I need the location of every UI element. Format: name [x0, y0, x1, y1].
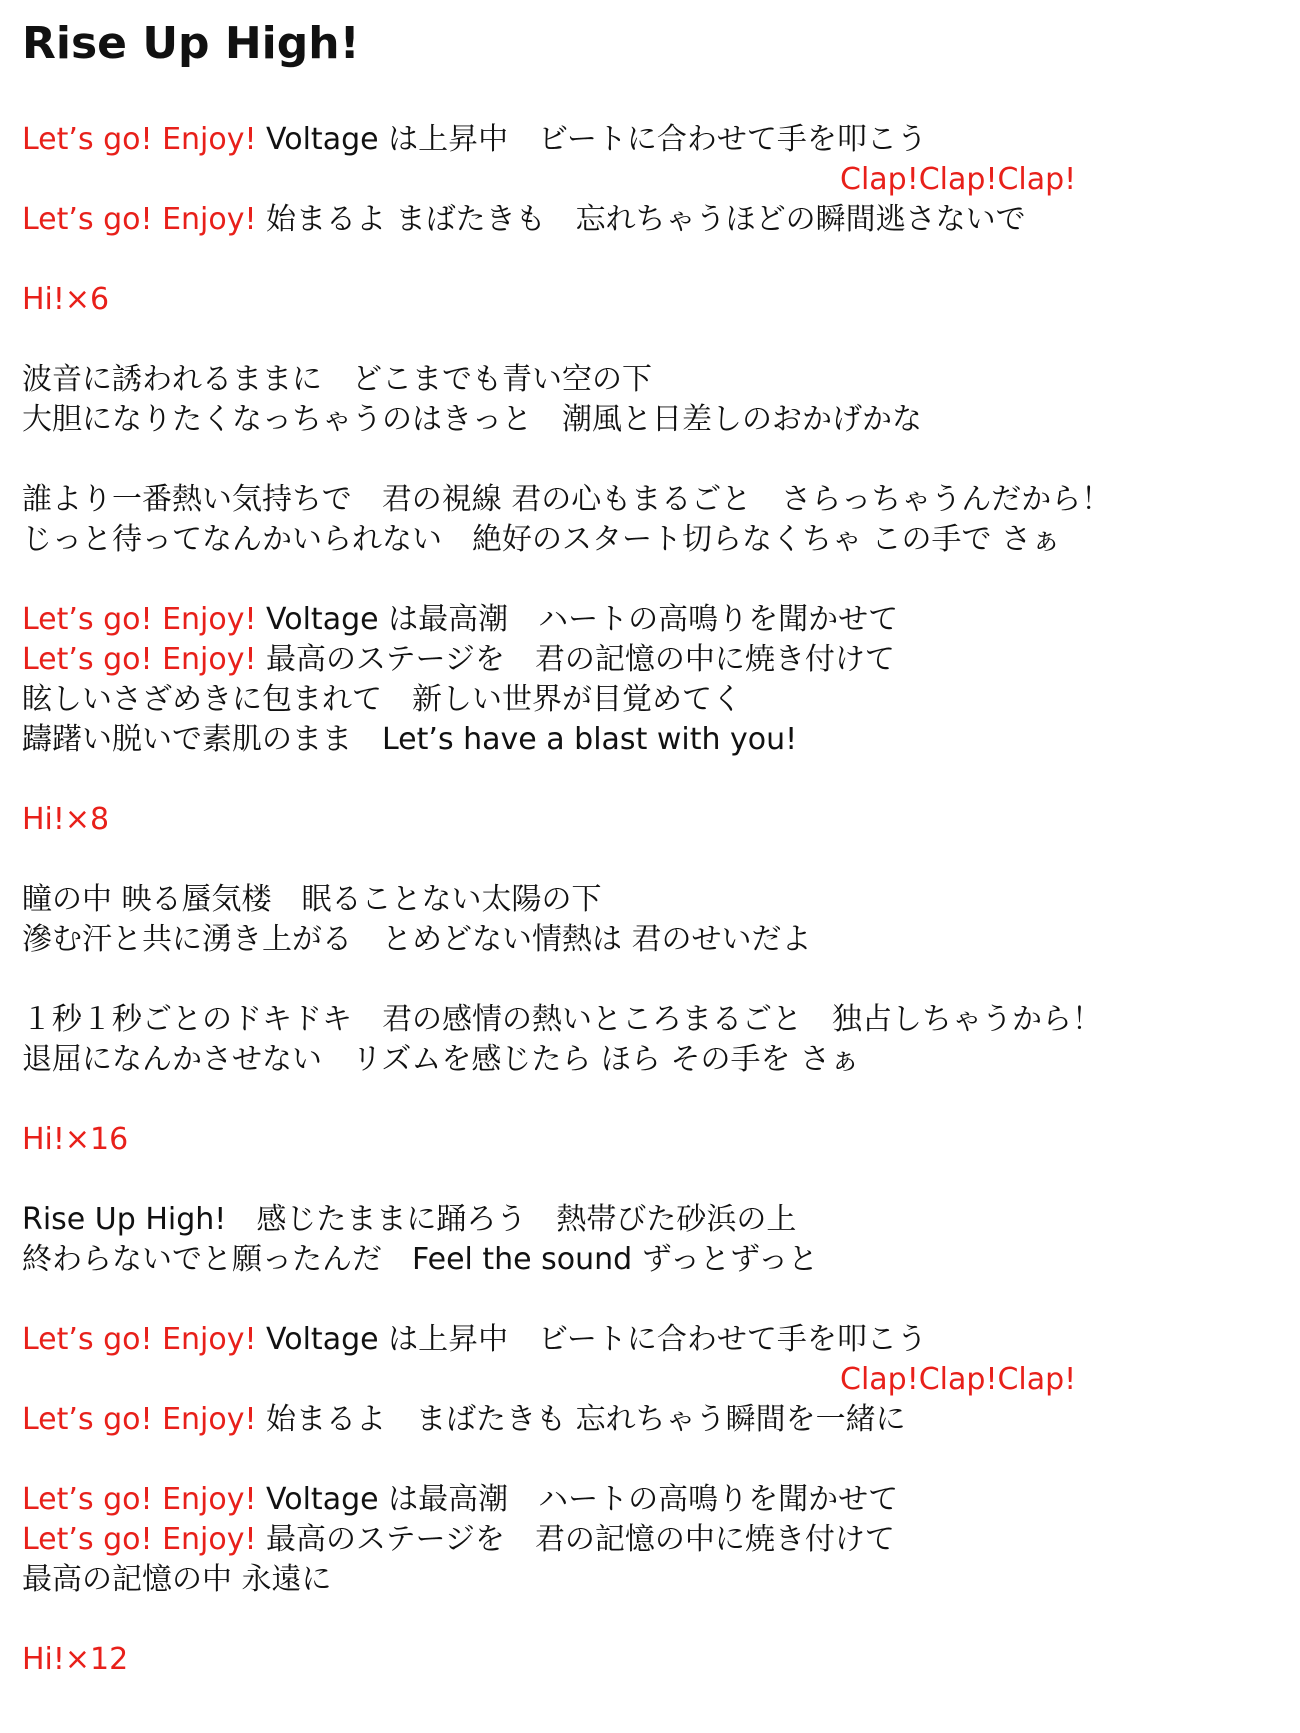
lyric-text: じっと待ってなんかいられない 絶好のスタート切らなくちゃ この手で さぁ — [22, 522, 1062, 557]
blank-line — [22, 1600, 1282, 1640]
call-phrase: Let’s go! Enjoy! — [22, 202, 257, 237]
lyric-line — [22, 280, 1282, 320]
blank-line — [22, 240, 1282, 280]
call-phrase: Hi!×6 — [22, 282, 110, 317]
blank-line — [22, 1160, 1282, 1200]
lyric-line — [22, 200, 1282, 240]
lyric-line — [22, 1320, 1282, 1360]
lyric-line — [22, 360, 1282, 400]
clap-line — [22, 160, 1282, 200]
blank-line — [22, 440, 1282, 480]
lyric-line — [22, 1480, 1282, 1520]
call-phrase: Hi!×16 — [22, 1122, 129, 1157]
lyric-line — [22, 120, 1282, 160]
lyric-text: Voltage は最高潮 ハートの高鳴りを聞かせて — [256, 1482, 899, 1517]
lyric-text: 終わらないでと願ったんだ Feel the sound ずっとずっと — [22, 1242, 819, 1277]
lyric-line — [22, 800, 1282, 840]
clap-callout: Clap!Clap!Clap! — [840, 1362, 1077, 1397]
lyric-text: 最高の記憶の中 永遠に — [22, 1562, 332, 1597]
lyric-text: 最高のステージを 君の記憶の中に焼き付けて — [256, 642, 895, 677]
lyric-line — [22, 640, 1282, 680]
clap-callout: Clap!Clap!Clap! — [840, 162, 1077, 197]
call-phrase: Let’s go! Enjoy! — [22, 1522, 257, 1557]
lyric-text: 眩しいさざめきに包まれて 新しい世界が目覚めてく — [22, 682, 742, 717]
call-phrase: Let’s go! Enjoy! — [22, 642, 257, 677]
call-phrase: Let’s go! Enjoy! — [22, 602, 257, 637]
blank-line — [22, 1440, 1282, 1480]
lyric-text: 退屈になんかさせない リズムを感じたら ほら その手を さぁ — [22, 1042, 861, 1077]
lyric-line — [22, 1560, 1282, 1600]
blank-line — [22, 840, 1282, 880]
lyric-line — [22, 1640, 1282, 1680]
lyric-text: 始まるよ まばたきも 忘れちゃうほどの瞬間逃さないで — [256, 202, 1026, 237]
lyrics-body — [22, 120, 1282, 1680]
lyric-line — [22, 480, 1282, 520]
lyric-line — [22, 720, 1282, 760]
lyric-line — [22, 400, 1282, 440]
lyric-text: １秒１秒ごとのドキドキ 君の感情の熱いところまるごと 独占しちゃうから！ — [22, 1002, 1102, 1037]
lyric-line — [22, 1000, 1282, 1040]
lyric-text: 誰より一番熱い気持ちで 君の視線 君の心もまるごと さらっちゃうんだから！ — [22, 482, 1112, 517]
blank-line — [22, 760, 1282, 800]
lyric-text: 滲む汗と共に湧き上がる とめどない情熱は 君のせいだよ — [22, 922, 812, 957]
lyric-line — [22, 680, 1282, 720]
clap-line — [22, 1360, 1282, 1400]
lyric-text: 波音に誘われるままに どこまでも青い空の下 — [22, 362, 652, 397]
lyric-text: Voltage は最高潮 ハートの高鳴りを聞かせて — [256, 602, 899, 637]
song-title: Rise Up High! — [22, 18, 360, 69]
call-phrase: Hi!×8 — [22, 802, 110, 837]
lyric-text: Rise Up High! 感じたままに踊ろう 熱帯びた砂浜の上 — [22, 1202, 797, 1237]
call-phrase: Let’s go! Enjoy! — [22, 122, 257, 157]
lyric-text: 大胆になりたくなっちゃうのはきっと 潮風と日差しのおかげかな — [22, 402, 922, 437]
blank-line — [22, 560, 1282, 600]
lyric-line — [22, 1240, 1282, 1280]
lyric-line — [22, 1200, 1282, 1240]
call-phrase: Let’s go! Enjoy! — [22, 1402, 257, 1437]
lyric-text: Voltage は上昇中 ビートに合わせて手を叩こう — [256, 122, 927, 157]
blank-line — [22, 960, 1282, 1000]
lyric-text: 始まるよ まばたきも 忘れちゃう瞬間を一緒に — [256, 1402, 906, 1437]
lyric-text: Voltage は上昇中 ビートに合わせて手を叩こう — [256, 1322, 927, 1357]
lyric-text: 最高のステージを 君の記憶の中に焼き付けて — [256, 1522, 895, 1557]
call-phrase: Let’s go! Enjoy! — [22, 1322, 257, 1357]
lyric-line — [22, 920, 1282, 960]
lyric-line — [22, 1520, 1282, 1560]
lyric-line — [22, 1400, 1282, 1440]
lyric-line — [22, 520, 1282, 560]
lyric-text: 躊躇い脱いで素肌のまま Let’s have a blast with you! — [22, 722, 798, 757]
lyric-text: 瞳の中 映る蜃気楼 眠ることない太陽の下 — [22, 882, 602, 917]
lyric-line — [22, 880, 1282, 920]
call-phrase: Hi!×12 — [22, 1642, 129, 1677]
call-phrase: Let’s go! Enjoy! — [22, 1482, 257, 1517]
lyric-line — [22, 1040, 1282, 1080]
blank-line — [22, 1280, 1282, 1320]
blank-line — [22, 320, 1282, 360]
lyric-line — [22, 600, 1282, 640]
blank-line — [22, 1080, 1282, 1120]
lyric-line — [22, 1120, 1282, 1160]
